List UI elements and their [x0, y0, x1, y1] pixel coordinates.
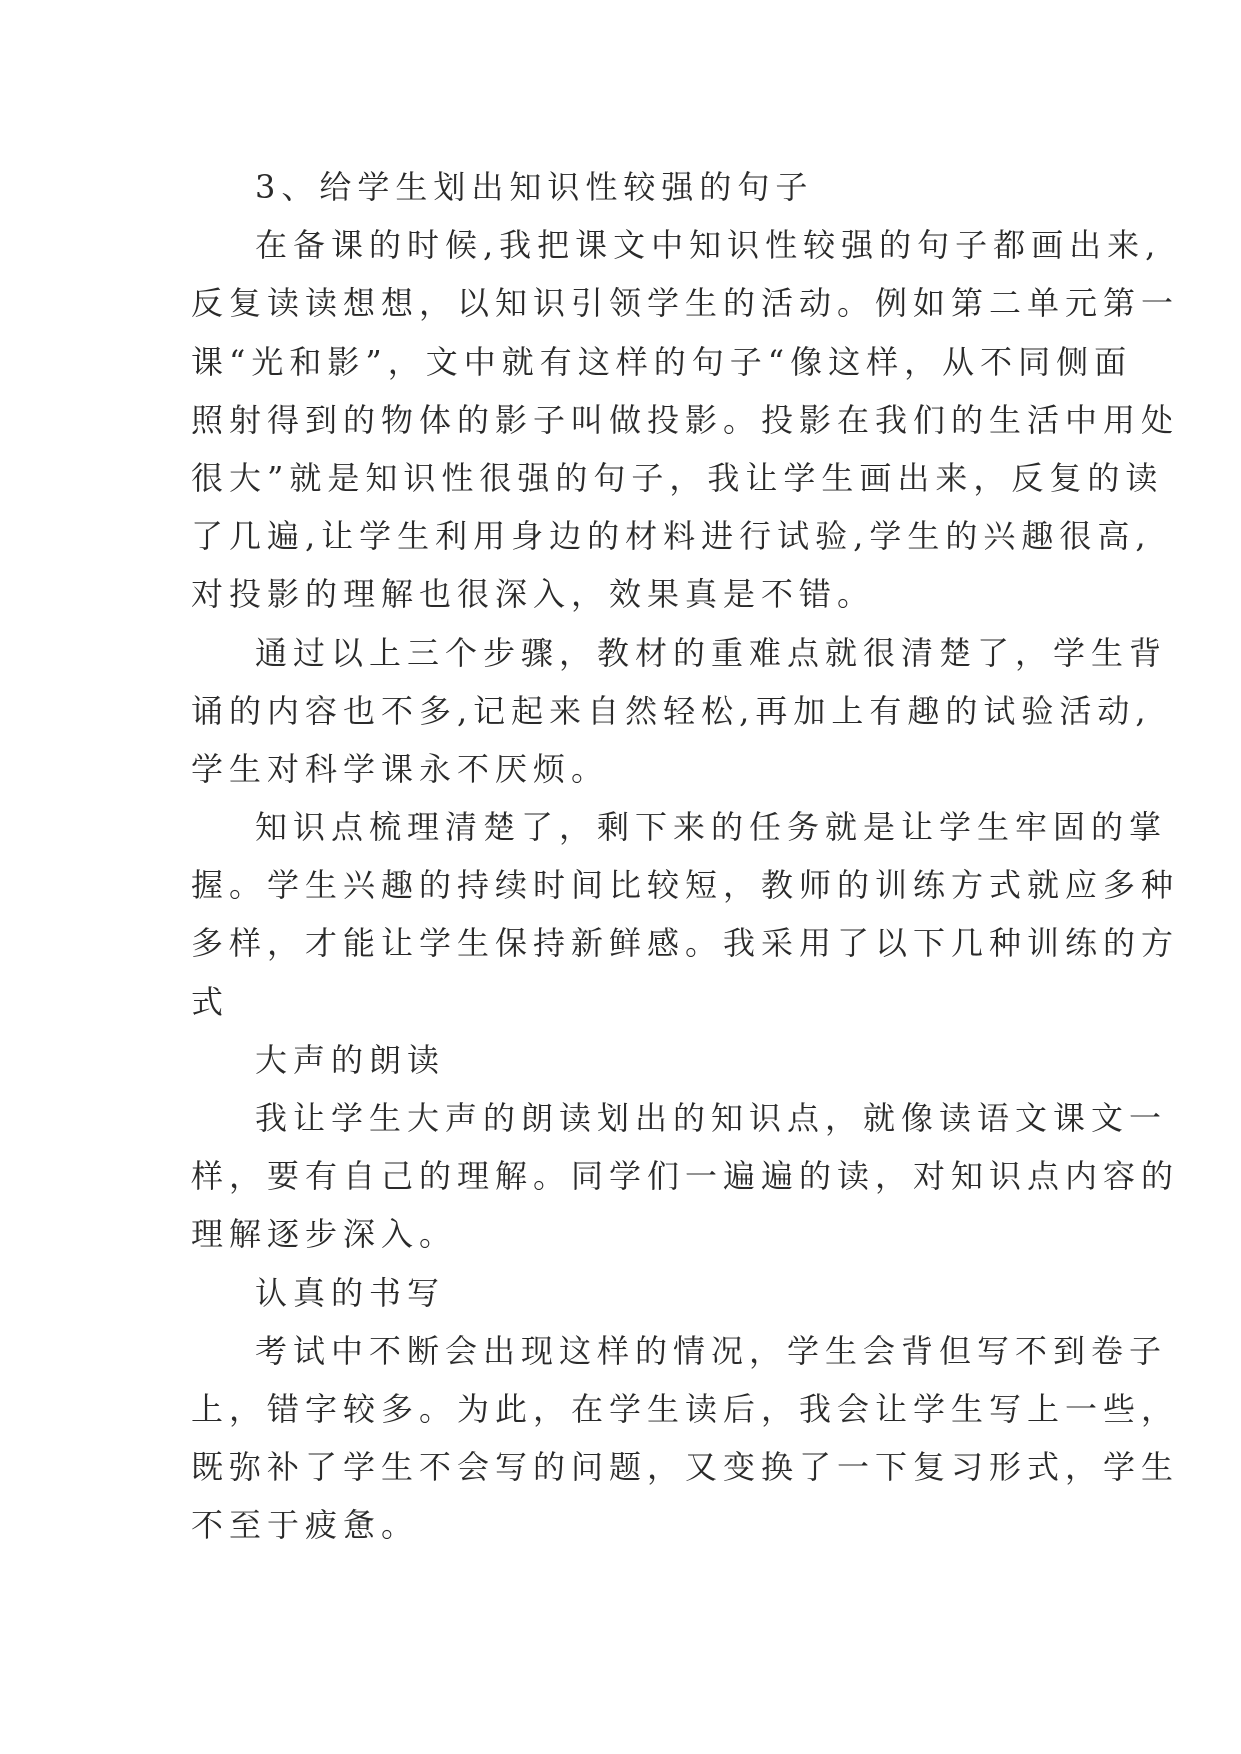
section-heading-3: 3、给学生划出知识性较强的句子: [255, 168, 814, 206]
paragraph-line: 对投影的理解也很深入，效果真是不错。: [191, 575, 876, 614]
paragraph-line: 不至于疲惫。: [191, 1506, 420, 1545]
paragraph-line: 照射得到的物体的影子叫做投影。投影在我们的生活中用处: [191, 400, 1180, 439]
paragraph-line: 反复读读想想，以知识引领学生的活动。例如第二单元第一: [191, 284, 1180, 323]
paragraph-line: 通过以上三个步骤，教材的重难点就很清楚了，学生背: [255, 633, 1168, 672]
paragraph-line: 考试中不断会出现这样的情况，学生会背但写不到卷子: [255, 1331, 1168, 1370]
paragraph-line: 课“光和影”，文中就有这样的句子“像这样，从不同侧面: [191, 342, 1133, 381]
paragraph-line: 学生对科学课永不厌烦。: [191, 749, 610, 788]
paragraph-line: 多样，才能让学生保持新鲜感。我采用了以下几种训练的方: [191, 924, 1180, 963]
subheading-careful-writing: 认真的书写: [255, 1273, 446, 1312]
paragraph-line: 在备课的时候,我把课文中知识性较强的句子都画出来,: [255, 226, 1162, 265]
subheading-reading-aloud: 大声的朗读: [255, 1040, 446, 1079]
paragraph-line: 知识点梳理清楚了，剩下来的任务就是让学生牢固的掌: [255, 808, 1168, 847]
paragraph-line: 理解逐步深入。: [191, 1215, 458, 1254]
paragraph-line: 样，要有自己的理解。同学们一遍遍的读，对知识点内容的: [191, 1157, 1180, 1196]
paragraph-line: 很大”就是知识性很强的句子，我让学生画出来，反复的读: [191, 458, 1164, 497]
document-body: [191, 158, 1180, 1555]
paragraph-line: 既弥补了学生不会写的问题，又变换了一下复习形式，学生: [191, 1448, 1180, 1487]
paragraph-line: 了几遍,让学生利用身边的材料进行试验,学生的兴趣很高,: [191, 517, 1152, 556]
paragraph-line: 诵的内容也不多,记起来自然轻松,再加上有趣的试验活动,: [191, 691, 1152, 730]
paragraph-line: 式: [191, 982, 230, 1021]
paragraph-line: 上，错字较多。为此，在学生读后，我会让学生写上一些，: [191, 1389, 1180, 1428]
paragraph-line: 我让学生大声的朗读划出的知识点，就像读语文课文一: [255, 1099, 1168, 1137]
paragraph-line: 握。学生兴趣的持续时间比较短，教师的训练方式就应多种: [191, 866, 1180, 905]
